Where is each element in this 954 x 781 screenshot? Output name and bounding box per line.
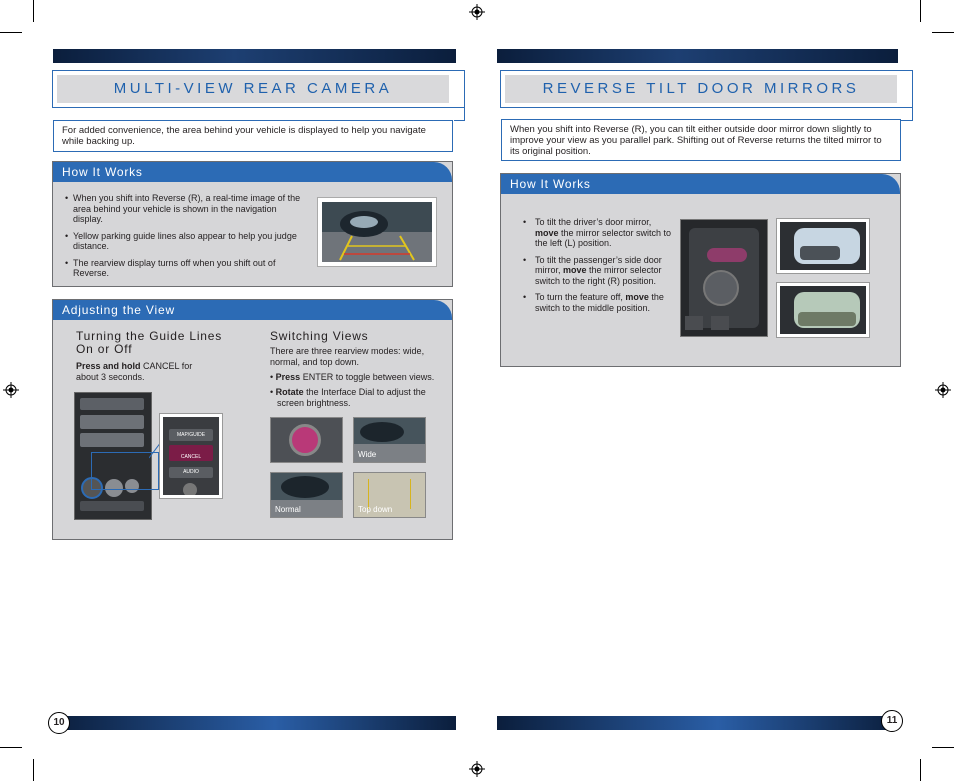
section-heading: Adjusting the View bbox=[53, 300, 452, 320]
mirror-reflection-car bbox=[800, 246, 840, 260]
cancel-button-inset bbox=[159, 413, 223, 499]
adjusting-view-panel bbox=[52, 299, 453, 540]
bullet-list bbox=[523, 217, 673, 319]
section-heading: How It Works bbox=[501, 174, 900, 194]
cancel-button: CANCEL bbox=[169, 445, 213, 461]
page-title: MULTI-VIEW REAR CAMERA bbox=[57, 75, 449, 103]
bullet-list bbox=[65, 193, 301, 285]
interface-dial bbox=[289, 424, 321, 456]
title-connector bbox=[454, 88, 465, 121]
mirror-switch-photo bbox=[680, 219, 768, 337]
top-bar bbox=[497, 49, 898, 63]
registration-mark-icon bbox=[469, 761, 485, 777]
mirror-frame bbox=[780, 222, 866, 270]
crop-mark bbox=[920, 0, 921, 22]
crop-mark bbox=[0, 747, 22, 748]
rear-camera-photo bbox=[317, 197, 437, 267]
intro-text: When you shift into Reverse (R), you can tilt either outside door mirror down slightly to improve your view as you parallel park. Shifting out of Reverse returns the tilted mirror to its original position. bbox=[501, 119, 901, 161]
mirror-selector-switch bbox=[707, 248, 747, 262]
section-heading: How It Works bbox=[53, 162, 452, 182]
interface-dial-thumb bbox=[270, 417, 343, 463]
crop-mark bbox=[932, 32, 954, 33]
switching-bullet-press: • Press ENTER to toggle between views. bbox=[270, 372, 435, 382]
list-item: • To tilt the passenger’s side door mirror, move the mirror selector switch to the right (R) position. bbox=[523, 255, 673, 287]
registration-mark-icon bbox=[469, 4, 485, 20]
thumb-label: Normal bbox=[275, 505, 301, 514]
thumb-car bbox=[360, 422, 404, 442]
registration-mark-icon bbox=[3, 382, 19, 398]
mirror-view-photo-top bbox=[776, 218, 870, 274]
console-button-row bbox=[80, 433, 144, 447]
normal-view-thumb bbox=[270, 472, 343, 518]
bottom-bar bbox=[53, 716, 456, 730]
window-switch bbox=[711, 316, 729, 330]
subheading-switching-views: Switching Views bbox=[270, 329, 369, 343]
wide-view-thumb bbox=[353, 417, 426, 463]
top-down-view-thumb bbox=[353, 472, 426, 518]
top-bar bbox=[53, 49, 456, 63]
crop-mark bbox=[920, 759, 921, 781]
registration-mark-icon bbox=[935, 382, 951, 398]
list-item: • When you shift into Reverse (R), a real-time image of the area behind your vehicle is shown in the navigation display. bbox=[65, 193, 301, 225]
audio-button: AUDIO bbox=[169, 467, 213, 478]
crop-mark bbox=[0, 32, 22, 33]
thumb-car bbox=[281, 476, 329, 498]
page-title: REVERSE TILT DOOR MIRRORS bbox=[505, 75, 897, 103]
subheading-guide-lines: Turning the Guide Lines On or Off bbox=[76, 329, 223, 356]
bottom-bar bbox=[497, 716, 898, 730]
mirror-reflection-ground bbox=[798, 312, 856, 326]
intro-text: For added convenience, the area behind your vehicle is displayed to help you navigate while backing up. bbox=[53, 120, 453, 152]
mirror-view-photo-bottom bbox=[776, 282, 870, 338]
crop-mark bbox=[33, 759, 34, 781]
thumb-label: Wide bbox=[358, 450, 377, 459]
how-it-works-panel bbox=[52, 161, 453, 287]
how-it-works-panel bbox=[500, 173, 901, 367]
console-button-row bbox=[80, 501, 144, 511]
inset-photo bbox=[163, 417, 219, 495]
console-button-row bbox=[80, 415, 144, 429]
thumb-label: Top down bbox=[358, 505, 393, 514]
window-switch bbox=[685, 316, 703, 330]
thumb-guide-line bbox=[410, 479, 411, 509]
crop-mark bbox=[33, 0, 34, 22]
title-connector bbox=[900, 88, 913, 121]
console-vent bbox=[80, 398, 144, 410]
list-item: • Yellow parking guide lines also appear to help you judge distance. bbox=[65, 231, 301, 252]
guide-lines-instruction: Press and hold CANCEL for about 3 seconds. bbox=[76, 361, 193, 382]
switching-intro: There are three rearview modes: wide, normal, and top down. bbox=[270, 346, 425, 367]
mirror-adjust-knob bbox=[703, 270, 739, 306]
crop-mark bbox=[932, 747, 954, 748]
list-item: • To turn the feature off, move the switch to the middle position. bbox=[523, 292, 673, 313]
switching-bullet-rotate: • Rotate the Interface Dial to adjust the screen brightness. bbox=[270, 387, 426, 408]
page-number: 10 bbox=[48, 712, 70, 734]
console-dial bbox=[183, 483, 197, 495]
mirror-frame bbox=[780, 286, 866, 334]
list-item: • The rearview display turns off when you shift out of Reverse. bbox=[65, 258, 301, 279]
map-guide-button: MAP/GUIDE bbox=[169, 429, 213, 441]
list-item: • To tilt the driver’s door mirror, move the mirror selector switch to the left (L) position. bbox=[523, 217, 673, 249]
page-number: 11 bbox=[881, 710, 903, 732]
